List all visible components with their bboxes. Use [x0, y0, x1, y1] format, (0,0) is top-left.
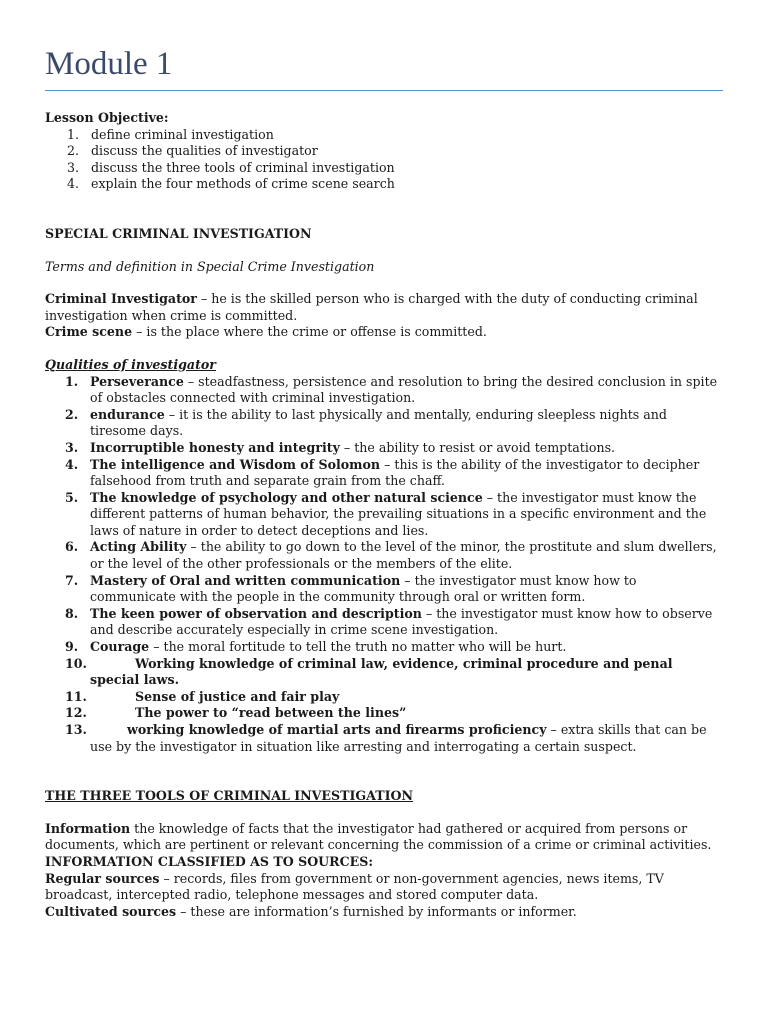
- list-item: 3. discuss the three tools of criminal investigation: [67, 159, 395, 175]
- qualities-list: [45, 374, 725, 756]
- list-item: 5. The knowledge of psychology and other natural science – the investigator must know the different patterns of human behavior, the prevailing situations in a specific environment and the laws of nature in order to detect deceptions and lies.: [65, 489, 707, 538]
- list-item: 2. endurance – it is the ability to last physically and mentally, enduring sleepless nights and tiresome days.: [65, 406, 667, 439]
- list-item: 1. Perseverance – steadfastness, persistence and resolution to bring the desired conclusion in spite of obstacles connected with criminal investigation.: [65, 373, 718, 406]
- list-item: 12. The power to “read between the lines”: [65, 705, 407, 721]
- qualities-heading: Qualities of investigator: [45, 356, 216, 372]
- term-definition: Cultivated sources – these are information’s furnished by informants or informer.: [45, 903, 577, 919]
- list-item: 2. discuss the qualities of investigator: [67, 143, 318, 159]
- term-definition: Criminal Investigator – he is the skilled person who is charged with the duty of conducting criminal investigation when crime is committed.: [45, 291, 698, 323]
- term-definition: Crime scene – is the place where the crime or offense is committed.: [45, 324, 487, 340]
- list-item: 4. The intelligence and Wisdom of Solomon – this is the ability of the investigator to decipher falsehood from truth and separate grain from the chaff.: [65, 456, 700, 489]
- list-item: 6. Acting Ability – the ability to go down to the level of the minor, the prostitute and slum dwellers, or the level of the other professionals or the members of the elite.: [65, 539, 717, 572]
- term-definition: Regular sources – records, files from government or non-government agencies, news items, TV broadcast, intercepted radio, telephone messages and stored computer data.: [45, 870, 664, 903]
- list-item: 1. define criminal investigation: [67, 126, 274, 142]
- tools-heading: THE THREE TOOLS OF CRIMINAL INVESTIGATION: [45, 788, 413, 804]
- list-item: 3. Incorruptible honesty and integrity – the ability to resist or avoid temptations.: [65, 439, 616, 455]
- list-item: 8. The keen power of observation and description – the investigator must know how to observe and describe accurately especially in crime scene investigation.: [65, 605, 713, 638]
- list-item: 11. Sense of justice and fair play: [65, 688, 340, 704]
- list-item: 9. Courage – the moral fortitude to tell the truth no matter who will be hurt.: [65, 639, 567, 655]
- title-divider: [45, 90, 723, 91]
- list-item: 10. Working knowledge of criminal law, evidence, criminal procedure and penal special laws.: [65, 655, 673, 688]
- objectives-heading: Lesson Objective:: [45, 110, 169, 125]
- list-item: 4. explain the four methods of crime scene search: [67, 176, 395, 192]
- list-item: 7. Mastery of Oral and written communication – the investigator must know how to communicate with the people in the community through oral or written form.: [65, 572, 637, 605]
- section-subheading: Terms and definition in Special Crime Investigation: [45, 258, 375, 274]
- page-title: Module 1: [45, 46, 173, 82]
- list-item: 13. working knowledge of martial arts and firearms proficiency – extra skills that can be use by the investigator in situation like arresting and interrogating a certain suspect.: [65, 722, 707, 754]
- classified-heading: INFORMATION CLASSIFIED AS TO SOURCES:: [45, 853, 373, 869]
- document-body: [45, 110, 725, 920]
- objectives-list: [45, 127, 725, 193]
- term-definition: Information the knowledge of facts that the investigator had gathered or acquired from persons or documents, which are pertinent or relevant concerning the commission of a crime or criminal activities.: [45, 820, 712, 853]
- section-heading: SPECIAL CRIMINAL INVESTIGATION: [45, 225, 312, 241]
